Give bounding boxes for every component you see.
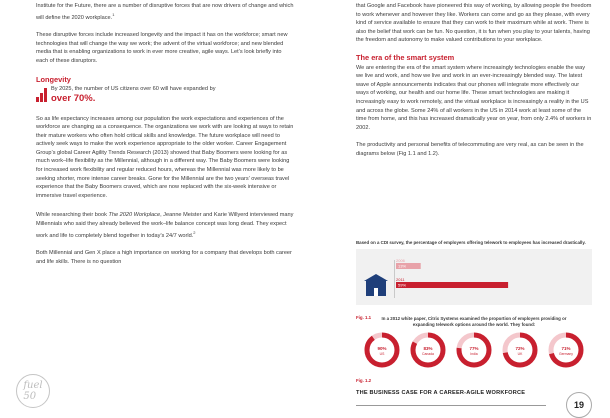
figure-1-1-label: Fig. 1.1 — [356, 314, 372, 320]
donut-value-0: 90% — [377, 346, 387, 351]
smart-system-heading: The era of the smart system — [356, 52, 455, 62]
productivity-paragraph: The productivity and personal benefits of telecommuting are very real, as can be seen in the diagrams below (Fig 1.1 and 1.2). — [356, 142, 584, 157]
donut-value-4: 71% — [561, 346, 571, 351]
stat-value: over 70%. — [51, 92, 96, 104]
bar-year-label-2011: 2011 — [396, 276, 405, 282]
axis-line — [394, 260, 395, 298]
fuel50-logo: fuel 50 — [16, 374, 50, 408]
footer-title: THE BUSINESS CASE FOR A CAREER-AGILE WORKFORCE — [356, 390, 526, 396]
telework-bar-chart — [356, 246, 592, 310]
left-column — [36, 0, 294, 266]
right-column — [356, 0, 592, 159]
bar-year-label-2006: 2006 — [396, 257, 405, 263]
bar-value-label-2006: 13% — [398, 263, 407, 269]
donut-value-3: 72% — [515, 346, 525, 351]
google-paragraph: that Google and Facebook have pioneered this way of working, by allowing people the freedom to work whenever and however they like. Workers can come and go as they please, with every kind of service available to ensure that they can work to their maximum while at work. There is also the belief that work can be fun. No question, it is fun when you play to your talents, having the freedom and autonomy to make valued contributions to your workplace. — [356, 3, 592, 44]
building-door — [374, 288, 378, 296]
footer-rule — [356, 405, 546, 406]
figure-1-2 — [356, 316, 592, 383]
figure-1-2-caption: In a 2012 white paper, Citrix Systems examined the proportion of employers providing or expanding telework options around the world. They found: — [381, 316, 567, 327]
figure-1-1 — [356, 240, 592, 320]
millennial-paragraph: Both Millennial and Gen X place a high importance on working for a company that develops both career and life skills. There is no question — [36, 250, 292, 265]
donut-sub-0: US — [379, 352, 385, 356]
donut-sub-4: Germany — [559, 352, 573, 356]
book-title: The 2020 Workplace — [108, 212, 161, 219]
page-number: 19 — [566, 392, 592, 418]
bar-chart-icon — [36, 88, 47, 102]
page-footer — [356, 390, 592, 415]
figure-1-1-caption: Based on a CDI survey, the percentage of employers offering telework to employees has increased drastically. — [356, 240, 586, 245]
longevity-stat — [36, 86, 294, 104]
smart-system-paragraph: We are entering the era of the smart system where increasingly technologies enable the way we live and work, and how we live and work in an ever-increasingly blended way. The latest wave of Apple announcements indicates that our phones will integrate more effectively our ways of working, our health and our home life. These smart technologies are making it increasingly easy to work remotely, and the virtual workplace is increasingly a reality in the US and across the globe. Some 24% of all workers in the US in 2014 work at least some of the time from home, and this has increased dramatically year on year, from only 2.4% of workers in 2002. — [356, 64, 592, 131]
donut-sub-1: Canada — [422, 352, 434, 356]
workplace-book-paragraph: While researching their book The 2020 Workplace, Jeanne Meister and Karie Willyerd interviewed many Millennials who said they already believed the work–life balance concept was long dead. They expect work and life to completely blend together in today’s 24/7 world.$^2$ — [36, 212, 294, 239]
life-expectancy-paragraph: So as life expectancy increases among our population the work expectations and experiences of the workforce are changing as a consequence. The organizations we work with are looking at ways to retain their mature workers who often hold critical skills and knowledge. The future workplace will need to actively seek ways to make the work experience appropriate to the older worker. Career Engagement Group’s global Career Agility Trends Research (2013) showed that Baby Boomers were looking for as much work–life flexibility as the Millennial, although in a different way. The Baby Boomers were looking for increased work flexibility and regular reduced hours, whereas the Millennial was more likely to be seeking shorter, more intense career breaks. Gone for the Millennial are the two years’ overseas travel experience that the Baby Boomers craved, which are now replaced with the six-week intensive or immersive travel experience. — [36, 115, 294, 199]
bar-value-label-2011: 59% — [398, 282, 407, 288]
telework-donut-charts — [356, 327, 592, 373]
bar-2011 — [396, 282, 508, 288]
stat-line: By 2025, the number of US citizens over 60 will have expanded by — [51, 86, 216, 93]
donut-value-1: 83% — [423, 346, 433, 351]
donut-value-2: 77% — [469, 346, 479, 351]
chart-background — [356, 249, 592, 305]
disruptors-paragraph: These disruptive forces include increased longevity and the impact it has on the workforce; smart new technologies that will change the way we work; the advent of the virtual workforce; and new blended media that is enabling organizations to work in ever more creative, agile ways. Let’s look briefly into each of these disruptors. — [36, 32, 288, 64]
figure-1-2-label: Fig. 1.2 — [356, 378, 372, 383]
donut-sub-2: India — [470, 352, 478, 356]
longevity-heading: Longevity — [36, 75, 71, 85]
intro-paragraph: Institute for the Future, there are a number of disruptive forces that are now drivers of change and which will define the 2020 workplace.$^1$ — [36, 3, 294, 21]
donut-sub-3: UK — [517, 352, 523, 356]
